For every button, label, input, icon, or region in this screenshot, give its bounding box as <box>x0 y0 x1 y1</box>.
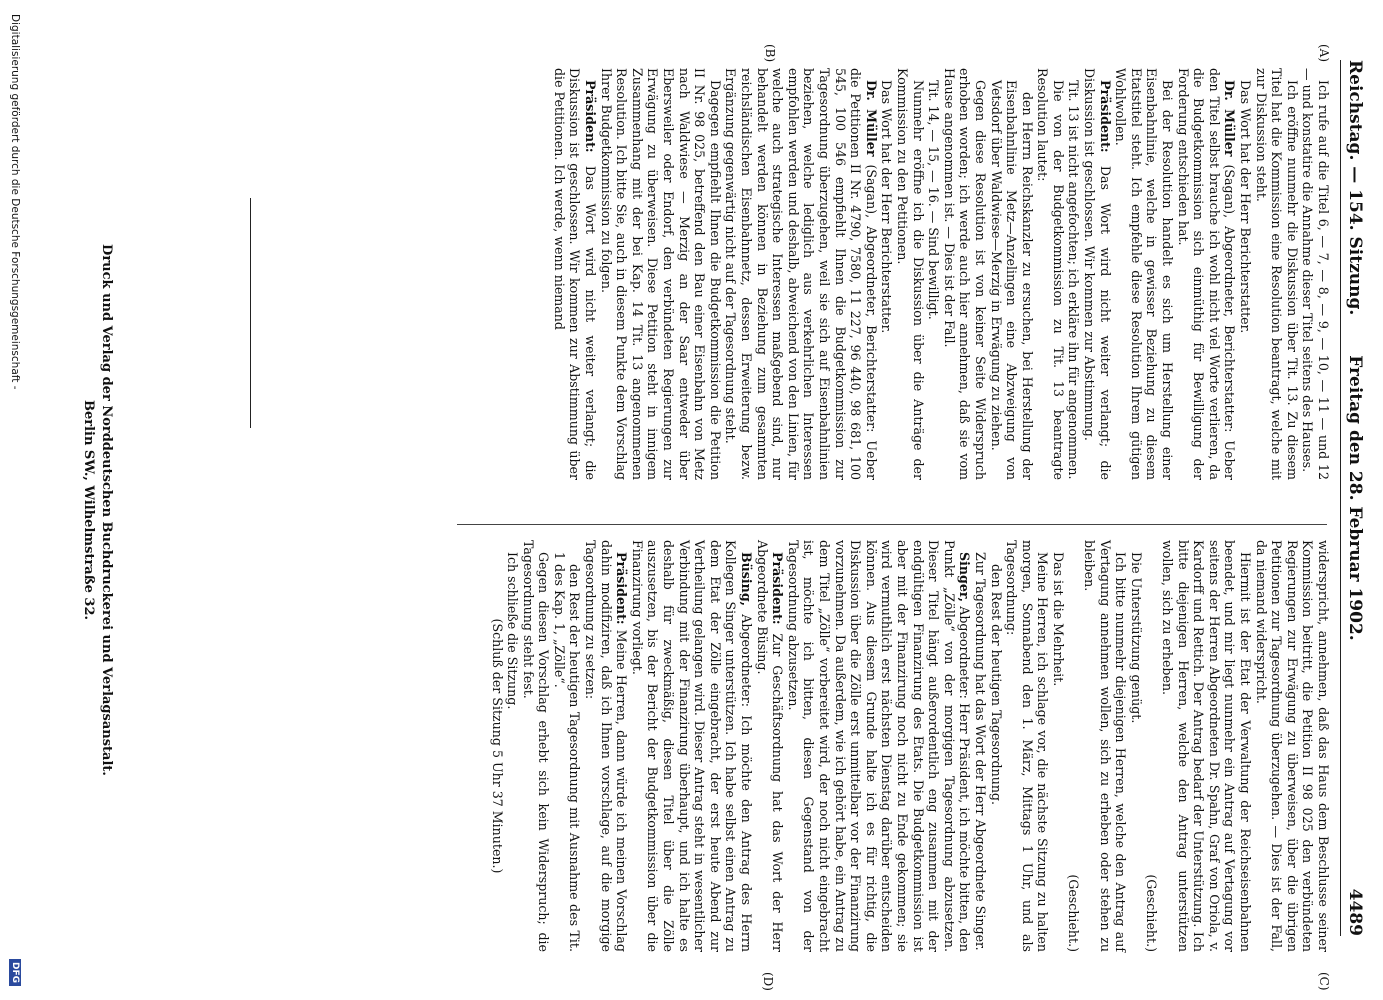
speaker-name: Präsident: <box>1097 80 1113 153</box>
header-date: Freitag den 28. Februar 1902. <box>1345 355 1365 641</box>
speaker-name: Präsident: <box>583 80 599 153</box>
paragraph: Büsing, Abgeordneter: Ich möchte den Antrag des Herrn Kollegen Singer unterstützen. Ich habe selbst einen Antrag zu dem Etat der Zölle eingebracht, der erst heute Abend zur Vertheilung gelangen wird. Dieser Antrag steht in wesentlicher Verbindung mit der Finanzirung überhaupt, und ich halte es deshalb für zweckmäßig, diesen Titel über die Zölle auszusetzen, bis der Bericht der Budgetkommission über die Finanzirung vorliegt. <box>629 540 755 952</box>
paragraph: Das ist die Mehrheit. <box>1050 552 1066 687</box>
paragraph: Ich rufe auf die Titel 6, — 7, — 8, — 9, — 10, — 11 — und 12 — und konstatire die Annahme dieser Titel seitens des Hauses. <box>1300 68 1331 480</box>
speaker-name: Singer, <box>957 552 973 602</box>
paragraph: Singer, Abgeordneter: Herr Präsident, ich möchte bitten, den Punkt „Zölle“ von der morgigen Tagesordnung abzusetzen. Dieser Titel hängt außerordentlich eng zusammen mit der endgültigen Finanzirung des Etats. Die Budgetkommission ist aber mit der Finanzirung noch nicht zu Ende gekommen; sie wird vermuthlich erst nächsten Dienstag darüber entscheiden können. Aus diesem Grunde halte ich es für richtig, die Diskussion über die Zölle erst unmittelbar vor der Finanzirung vorzunehmen. Da außerdem, wie ich gehört habe, ein Antrag zu dem Titel „Zölle“ vorbereitet wird, der noch nicht eingebracht ist, möchte ich bitten, diesen Gegenstand von der Tagesordnung abzusetzen. <box>785 540 973 952</box>
paragraph: Gegen diese Resolution ist von keiner Seite Widerspruch erhoben worden; ich werde auch hier annehmen, daß sie vom Hause angenommen ist. — Dies ist der Fall. <box>941 68 988 480</box>
resolution-text: den Herrn Reichskanzler zu ersuchen, bei Herstellung der Eisenbahnlinie Metz—Anzelingen eine Abzweigung von Vetsdorf über Waldwiese—Merzig in Erwägung zu ziehen. <box>988 80 1035 480</box>
paragraph: Dagegen empfiehlt Ihnen die Budgetkommission die Petition II Nr. 98 025, betreffend den Bau einer Eisenbahn von Metz nach Waldwiese — Merzig an der Saar entweder über Ebersweiler oder Endorf, den verbündeten Regierungen zur Erwägung zu überweisen. Diese Petition steht in innigem Zusammenhang mit der bei Kap. 14 Tit. 13 angenommenen Resolution. Ich bitte Sie, auch in diesem Punkte dem Vorschlag Ihrer Budgetkommission zu folgen. <box>598 68 723 480</box>
column-divider <box>457 524 1327 525</box>
paragraph: Ich bitte nunmehr diejenigen Herren, welche den Antrag auf Vertagung annehmen wollen, sich zu erheben oder stehen zu bleiben. <box>1082 540 1129 952</box>
speaker-name: Dr. Müller <box>863 80 879 157</box>
paragraph: Tit. 14, — 15, — 16. — Sind bewilligt. <box>926 80 942 320</box>
margin-mark-b: (B) <box>763 44 777 63</box>
running-header <box>1341 60 1365 936</box>
header-left: Reichstag. — 154. Sitzung. <box>1345 60 1365 316</box>
agenda-item: den Rest der heutigen Tagesordnung. <box>988 564 1004 805</box>
paragraph: Die von der Budgetkommission zu Tit. 13 beantragte Resolution lautet: <box>1035 68 1066 480</box>
paragraph: Ich eröffne nunmehr die Diskussion über Tit. 13. Zu diesem Titel hat die Kommission eine Resolution beantragt, welche mit zur Diskussion steht. <box>1253 68 1300 480</box>
digitization-note <box>5 14 21 986</box>
speaker-name: Präsident: <box>770 552 786 625</box>
dfg-logo: DFG <box>9 959 21 986</box>
paragraph: Meine Herren, ich schlage vor, die nächste Sitzung zu halten morgen, Sonnabend den 1. März, Mittags 1 Uhr, und als Tagesordnung: <box>1004 540 1051 952</box>
end-rule <box>250 198 251 428</box>
paragraph: Präsident: Das Wort wird nicht weiter verlangt; die Diskussion ist geschlossen. Wir kommen zur Abstimmung über die Petitionen. Ich werde, wenn niemand <box>551 68 599 480</box>
left-column <box>551 68 1331 480</box>
paragraph: Dr. Müller (Sagan), Abgeordneter, Berichterstatter: Ueber die Petitionen II Nr. 4790, 7580, 11 227, 96 440, 98 681, 100 545, 100 546 empfiehlt Ihnen die Budgetkommission zur Tagesordnung überzugehen, weil sie sich auf Eisenbahnlinien beziehen, welche lediglich aus verkehrlichen Interessen empfohlen werden und deshalb, abweichend von den Linien, für welche auch strategische Interessen maßgebend sind, nur behandelt werden können in Beziehung zum gesammten reichsländischen Eisenbahnnetz, dessen Erweiterung bezw. Ergänzung gegenwärtig nicht auf der Tagesordnung steht. <box>723 68 879 481</box>
page-number: 4489 <box>1345 888 1365 936</box>
stage-direction: (Geschieht.) <box>1066 874 1082 952</box>
margin-mark-a: (A) <box>1317 44 1331 63</box>
paragraph: Das Wort hat der Herr Berichterstatter. <box>879 80 895 334</box>
paragraph: Nunmehr eröffne ich die Diskussion über die Anträge der Kommission zu den Petitionen. <box>894 68 926 480</box>
imprint-line-2: Berlin SW., Wilhelmstraße 32. <box>81 399 96 621</box>
paragraph: Bei der Resolution handelt es sich um Herstellung einer Eisenbahnlinie, welche in gewisser Beziehung zu diesem Etatstitel steht. Ich empfehle diese Resolution Ihrem gütigen Wohlwollen. <box>1113 68 1176 480</box>
speaker-name: Präsident: <box>614 552 630 625</box>
paragraph: Hiermit ist der Etat der Verwaltung der Reichseisenbahnen beendet, und mir liegt nunmehr ein Antrag auf Vertagung vor seitens der Herren Abgeordneten Dr. Spahn, Graf von Oriola, v. Kardorff und Rettich. Der Antrag bedarf der Unterstützung. Ich bitte diejenigen Herren, welche den Antrag unterstützen wollen, sich zu erheben. <box>1160 540 1254 952</box>
paragraph: Dr. Müller (Sagan), Abgeordneter, Berichterstatter: Ueber den Titel selbst brauche ich wohl nicht viel Worte verlieren, da die Budgetkommission sich einmüthig für Bewilligung der Forderung entschieden hat. <box>1175 68 1238 481</box>
paragraph: Die Unterstützung genügt. <box>1128 552 1144 724</box>
paragraph: Präsident: Meine Herren, dann würde ich meinen Vorschlag dahin modifiziren, daß ich Ihnen vorschlage, auf die morgige Tagesordnung zu setzen: <box>583 540 630 952</box>
digitization-text: Digitalisierung gefördert durch die Deutsche Forschungsgemeinschaft - <box>9 14 21 390</box>
paragraph: Tit. 13 ist nicht angefochten; ich erkläre ihn für angenommen. <box>1066 80 1082 480</box>
imprint-line-1: Druck und Verlag der Norddeutschen Buchdruckerei und Verlagsanstalt. <box>99 244 114 776</box>
paragraph: Das Wort hat der Herr Berichterstatter. <box>1238 80 1254 334</box>
header-rule <box>1340 60 1341 936</box>
margin-mark-d: (D) <box>761 972 775 991</box>
margin-mark-c: (C) <box>1317 972 1331 991</box>
paragraph: Gegen diesen Vorschlag erhebt sich kein Widerspruch; die Tagesordnung steht fest. <box>520 540 552 952</box>
stage-direction: (Geschieht.) <box>1144 874 1160 952</box>
paragraph: Präsident: Zur Geschäftsordnung hat das Wort der Herr Abgeordnete Büsing. <box>754 540 786 952</box>
paragraph: Ich schließe die Sitzung. <box>505 552 521 710</box>
right-column <box>489 540 1331 952</box>
paragraph: Zur Tagesordnung hat das Wort der Herr Abgeordnete Singer. <box>972 552 988 951</box>
imprint <box>79 80 115 940</box>
closing-note: (Schluß der Sitzung 5 Uhr 37 Minuten.) <box>489 618 505 874</box>
paragraph: widerspricht, annehmen, daß das Haus dem Beschlusse seiner Kommission beitritt, die Petition II 98 025 den verbündeten Regierungen zur Erwägung zu überweisen, über die übrigen Petitionen zur Tagesordnung überzugehen. — Dies ist der Fall, da niemand widerspricht. <box>1253 540 1331 952</box>
speaker-name: Büsing, <box>739 552 755 607</box>
speaker-name: Dr. Müller <box>1222 80 1238 157</box>
paragraph: Präsident: Das Wort wird nicht weiter verlangt; die Diskussion ist geschlossen. Wir kommen zur Abstimmung. <box>1082 68 1113 480</box>
agenda-item: den Rest der heutigen Tagesordnung mit Ausnahme des Tit. 1 des Kap. 1, „Zölle“. <box>551 552 583 952</box>
